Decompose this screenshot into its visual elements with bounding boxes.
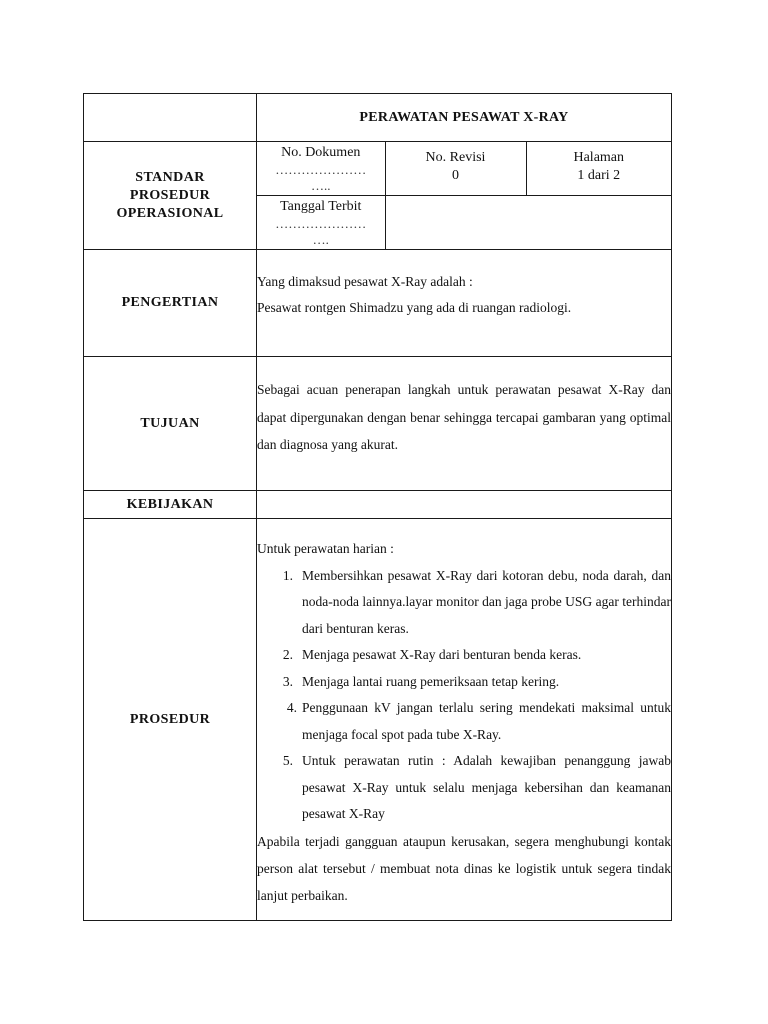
step-text: Menjaga lantai ruang pemeriksaan tetap kering. [302, 673, 560, 689]
no-revisi-cell [385, 142, 526, 195]
list-item [257, 669, 671, 696]
tujuan-row [84, 357, 672, 491]
sop-label [84, 142, 257, 250]
no-dokumen-value-cont: ….. [311, 178, 331, 193]
sop-label-line-1: STANDAR [135, 169, 205, 185]
title-left-empty-cell [84, 94, 257, 142]
step-number: 2. [282, 647, 293, 663]
no-dokumen-value: ………………… [275, 162, 367, 177]
halaman-label: Halaman [573, 149, 625, 165]
step-text: Membersihkan pesawat X-Ray dari kotoran debu, noda darah, dan noda-noda lainnya.layar monitor dan jaga probe USG agar terhindar dari benturan keras. [302, 567, 671, 636]
step-number: 3. [282, 673, 293, 689]
prosedur-row [84, 519, 672, 921]
list-item [257, 642, 671, 669]
tanggal-terbit-label: Tanggal Terbit [280, 198, 362, 214]
pengertian-row [84, 250, 672, 357]
kebijakan-label: KEBIJAKAN [84, 491, 257, 519]
tanggal-terbit-value-cont: …. [312, 231, 329, 247]
no-revisi-value: 0 [452, 167, 459, 183]
no-revisi-label: No. Revisi [425, 149, 486, 165]
sop-table [83, 93, 672, 921]
pengertian-line-1: Yang dimaksud pesawat X-Ray adalah : [257, 273, 473, 289]
tujuan-label: TUJUAN [84, 357, 257, 491]
tujuan-text: Sebagai acuan penerapan langkah untuk perawatan pesawat X-Ray dan dapat dipergunakan dengan benar sehingga tercapai gambaran yang optimal dan diagnosa yang akurat. [257, 382, 671, 453]
list-item [257, 695, 671, 748]
pengertian-content [257, 250, 672, 357]
meta-grid-cell [257, 142, 672, 250]
tanggal-terbit-value: ………………… [275, 215, 367, 231]
step-text: Untuk perawatan rutin : Adalah kewajiban penanggung jawab pesawat X-Ray untuk selalu menjaga kebersihan dan keamanan pesawat X-Ray [302, 753, 671, 822]
step-number: 4. [286, 700, 297, 716]
tanggal-terbit-empty-cell [385, 195, 671, 249]
prosedur-intro: Untuk perawatan harian : [257, 541, 394, 557]
prosedur-steps [257, 563, 671, 828]
step-number: 1. [282, 567, 293, 583]
list-item [257, 563, 671, 643]
sop-label-line-3: OPERASIONAL [116, 205, 224, 221]
kebijakan-content [257, 491, 672, 519]
no-dokumen-label: No. Dokumen [281, 145, 361, 160]
meta-grid [257, 142, 671, 249]
prosedur-label: PROSEDUR [84, 519, 257, 921]
prosedur-closing: Apabila terjadi gangguan ataupun kerusakan, segera menghubungi kontak person alat tersebut / membuat nota dinas ke logistik untuk segera tindak lanjut perbaikan. [257, 833, 671, 903]
title-row [84, 94, 672, 142]
step-text: Menjaga pesawat X-Ray dari benturan benda keras. [302, 647, 582, 663]
list-item [257, 748, 671, 828]
meta-row [84, 142, 672, 250]
sop-label-line-2: PROSEDUR [129, 187, 211, 203]
step-number: 5. [282, 753, 293, 769]
no-dokumen-cell [257, 142, 385, 195]
step-text: Penggunaan kV jangan terlalu sering mendekati maksimal untuk menjaga focal spot pada tube X-Ray. [302, 700, 671, 742]
prosedur-content [257, 519, 672, 921]
document-title: PERAWATAN PESAWAT X-RAY [257, 94, 672, 142]
kebijakan-row [84, 491, 672, 519]
tanggal-terbit-cell [257, 195, 385, 249]
tujuan-content [257, 357, 672, 491]
pengertian-label: PENGERTIAN [84, 250, 257, 357]
halaman-cell [526, 142, 671, 195]
pengertian-line-2: Pesawat rontgen Shimadzu yang ada di ruangan radiologi. [257, 300, 572, 315]
halaman-value: 1 dari 2 [577, 167, 621, 183]
